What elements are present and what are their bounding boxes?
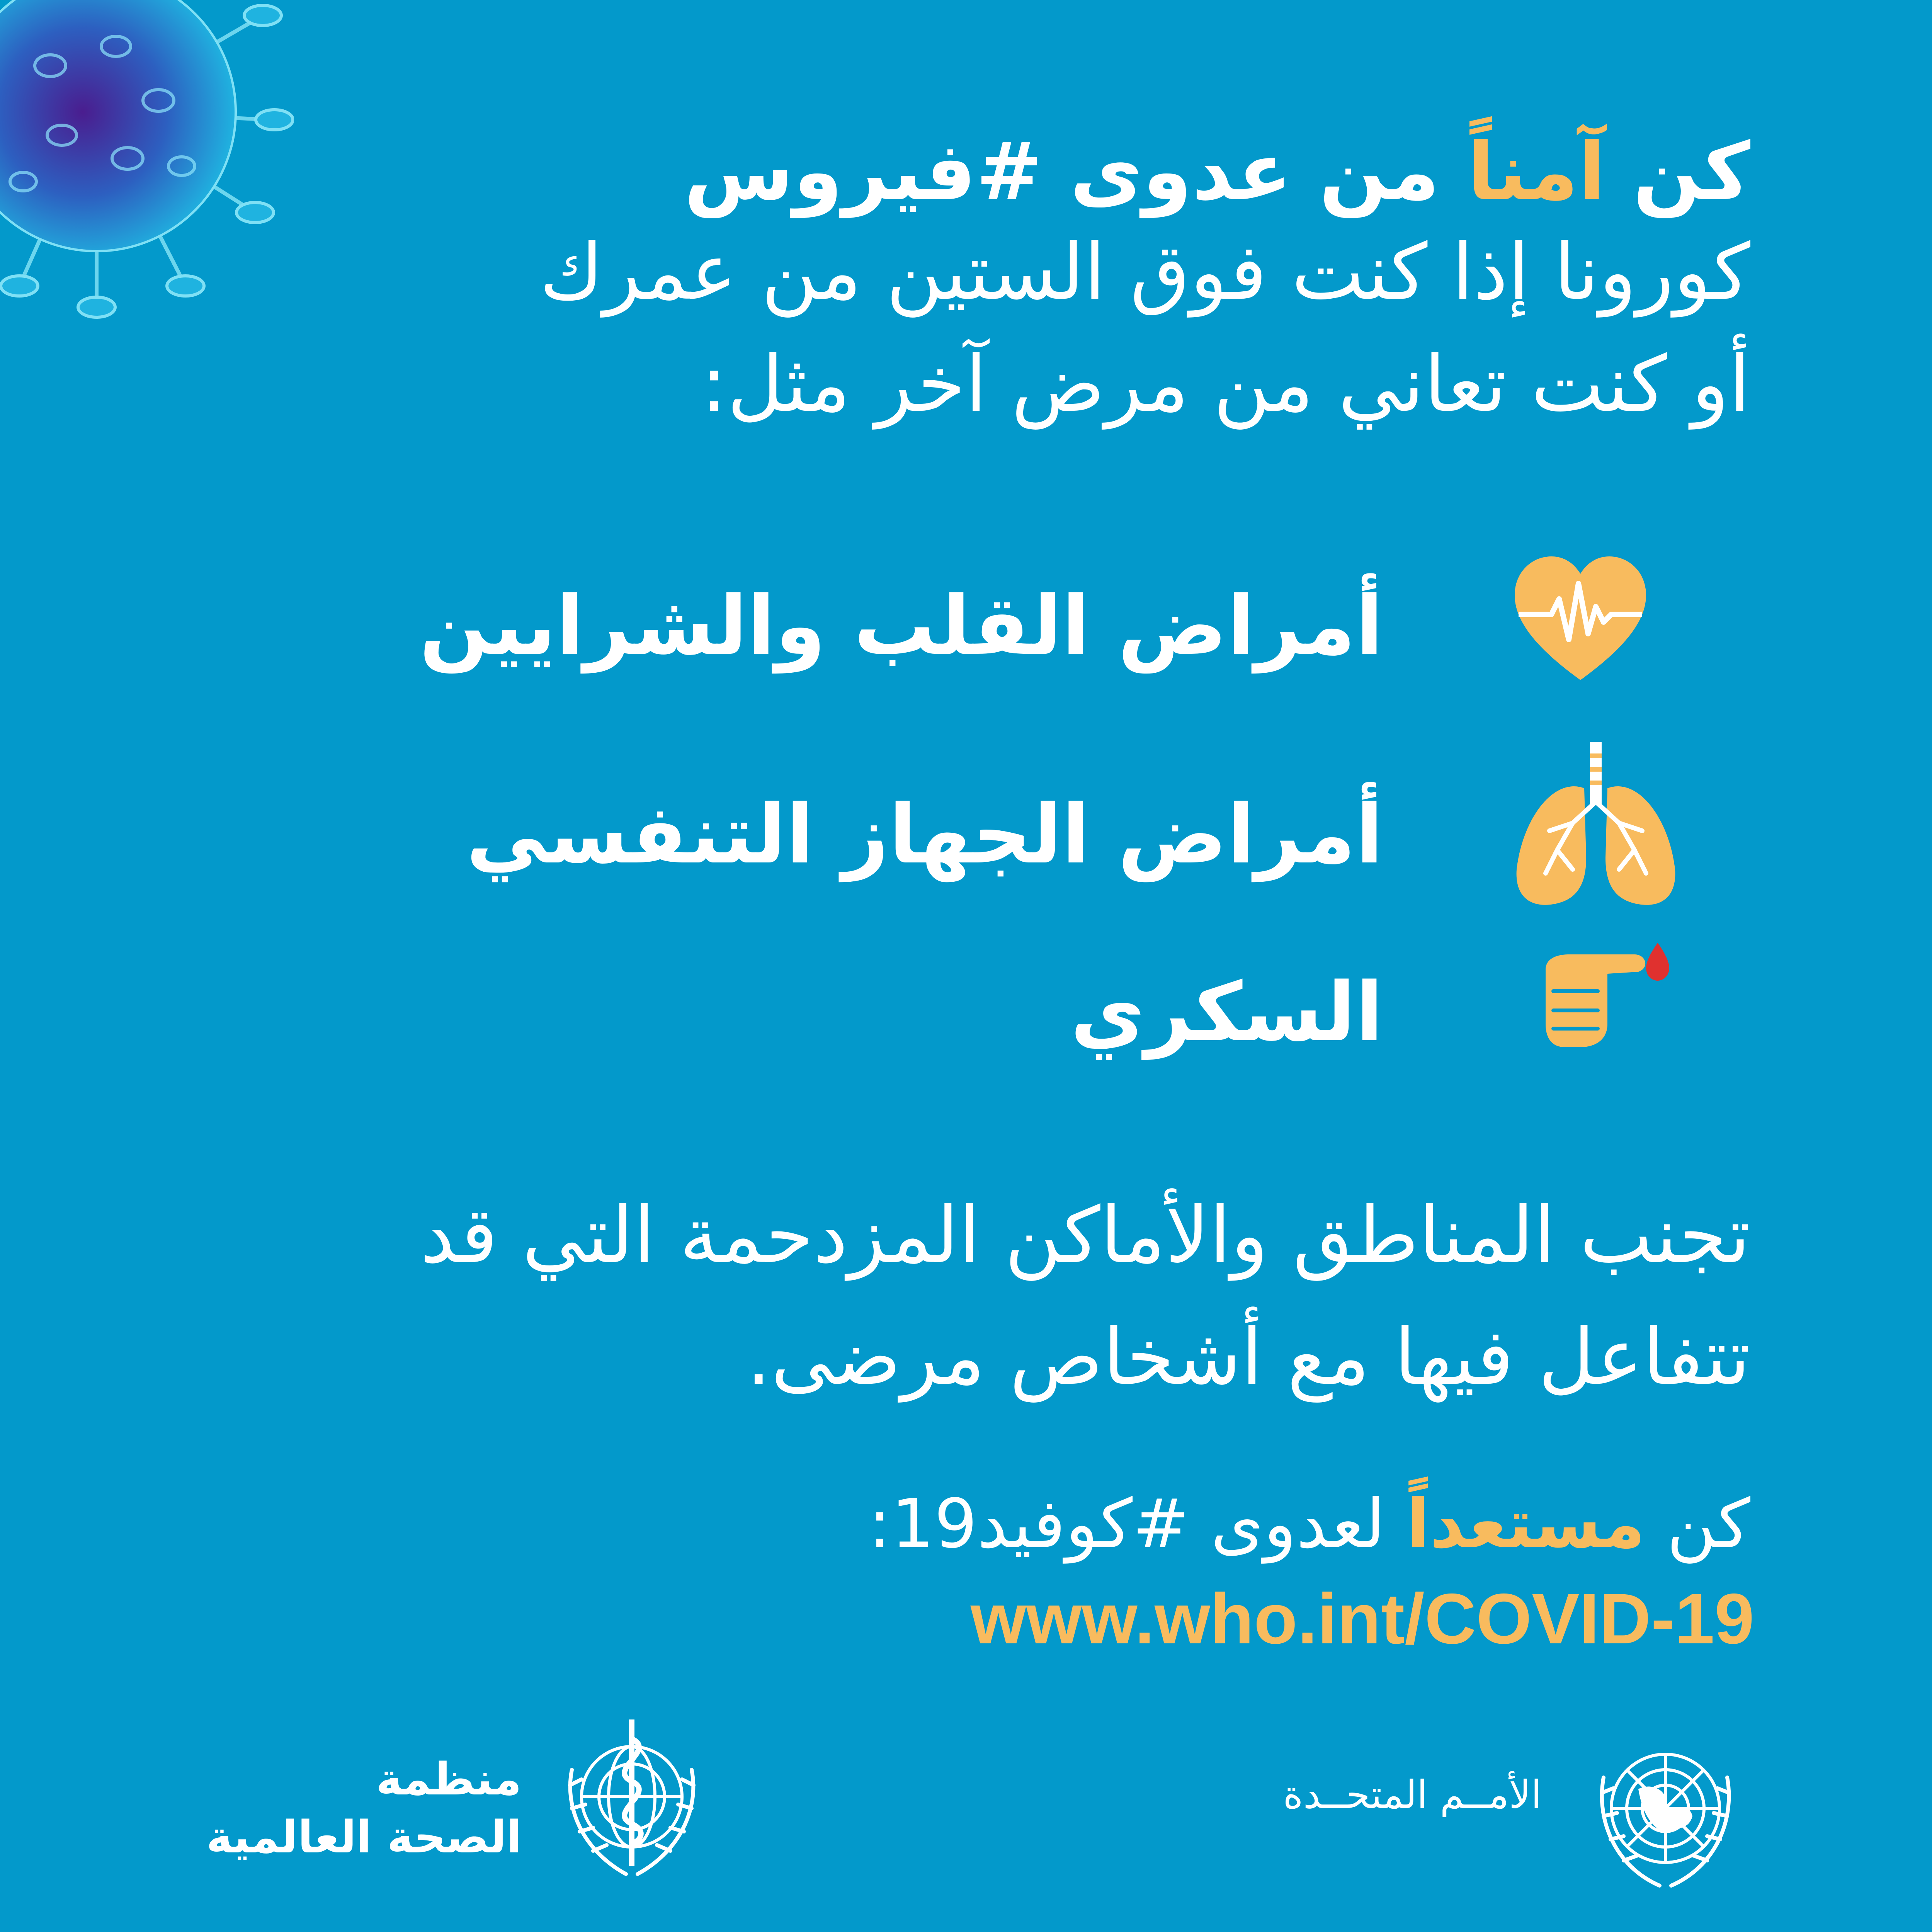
cta-text xyxy=(205,1480,1750,1569)
lead-line-2: أو كنت تعاني من مرض آخر مثل: xyxy=(701,339,1750,429)
who-emblem-icon xyxy=(541,1712,723,1893)
cta-accent: مستعداً xyxy=(1406,1485,1645,1563)
cta-part2: لعدوى #كوفيد19: xyxy=(868,1485,1407,1563)
headline-part1: كن xyxy=(1605,126,1750,218)
finger-blood-drop-icon xyxy=(1530,923,1685,1051)
lungs-icon xyxy=(1515,742,1677,912)
headline xyxy=(205,128,1750,216)
condition-respiratory: أمراض الجهاز التنفسي xyxy=(466,787,1383,882)
cta-part1: كن xyxy=(1645,1485,1750,1563)
headline-part2: من عدوى #فيروس xyxy=(684,126,1468,218)
heart-pulse-icon xyxy=(1515,556,1646,688)
advice-block xyxy=(89,1175,1750,1418)
un-name: الأمــم المتحــدة xyxy=(1283,1772,1542,1817)
header-block xyxy=(205,128,1750,440)
headline-accent: آمناً xyxy=(1467,126,1605,218)
lead-line-1: كورونا إذا كنت فوق الستين من عمرك xyxy=(539,227,1750,317)
who-name-line-1: منظمة xyxy=(376,1753,522,1805)
un-emblem-icon xyxy=(1577,1723,1754,1901)
condition-diabetes: السكري xyxy=(1070,965,1383,1060)
who-name xyxy=(58,1750,522,1866)
who-name-line-2: الصحة العالمية xyxy=(206,1811,522,1863)
advice-line-1: تجنب المناطق والأماكن المزدحمة التي قد xyxy=(420,1190,1750,1281)
who-covid-link[interactable]: www.who.int/COVID-19 xyxy=(970,1579,1754,1659)
advice-line-2: تتفاعل فيها مع أشخاص مرضى. xyxy=(746,1312,1750,1402)
condition-heart: أمراض القلب والشرايين xyxy=(419,578,1383,673)
